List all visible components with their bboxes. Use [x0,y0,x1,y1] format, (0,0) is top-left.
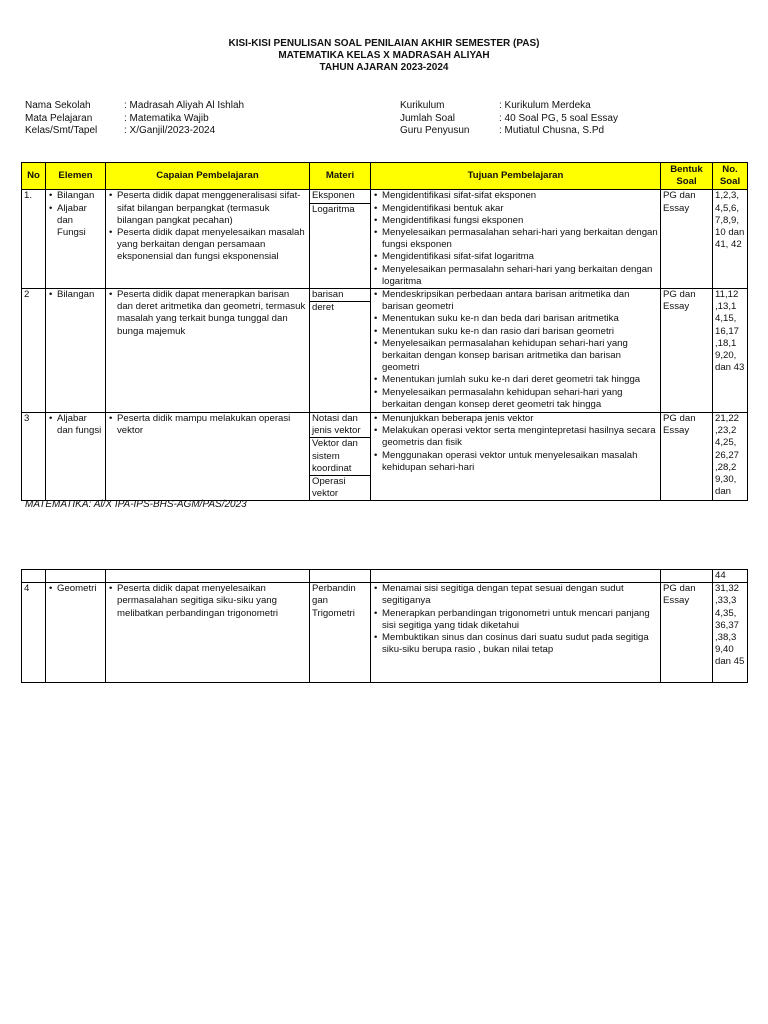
cell-elemen [46,190,106,289]
list-item: • Menentukan suku ke-n dan rasio dari barisan geometri [373,326,658,338]
list-item: • Bilangan [48,289,103,301]
list-item: • Mengidentifikasi sifat-sifat logaritma [373,251,658,263]
list-item: • Peserta didik dapat menggeneralisasi sifat-sifat bilangan berpangkat (termasuk bilangan pangkat pecahan) [108,190,307,227]
cell-tujuan [371,289,661,413]
list-item: • Mendeskripsikan perbedaan antara barisan aritmetika dan barisan geometri [373,289,658,313]
cell-nosoal: 1,2,3, 4,5,6, 7,8,9, 10 dan 41, 42 [713,190,748,289]
list-item: • Aljabar dan fungsi [48,413,103,437]
info-label: Mata Pelajaran [25,112,93,124]
cell-materi [310,413,371,501]
cell-nosoal: 21,22 ,23,2 4,25, 26,27 ,28,2 9,30, dan [713,413,748,501]
materi-item: Notasi dan jenis vektor [310,413,370,438]
list-item: • Geometri [48,583,103,595]
list-item: • Mengidentifikasi fungsi eksponen [373,215,658,227]
col-header-tujuan: Tujuan Pembelajaran [371,163,661,190]
info-label: Jumlah Soal [400,112,456,124]
col-header-elemen: Elemen [46,163,106,190]
kisi-kisi-table-continued [21,569,748,683]
table-row [22,413,748,501]
cell-tujuan [371,190,661,289]
info-value: : Kurikulum Merdeka [499,100,591,111]
cell-nosoal: 31,32 ,33,3 4,35, 36,37 ,38,3 9,40 dan 45 [713,583,748,683]
col-header-capaian: Capaian Pembelajaran [106,163,310,190]
list-item: • Menentukan jumlah suku ke-n dari deret geometri tak hingga [373,374,658,386]
cell-no: 1. [22,190,46,289]
info-value: : Mutiatul Chusna, S.Pd [499,125,605,136]
materi-item: Logaritma [312,203,355,215]
title-line-3: TAHUN AJARAN 2023-2024 [319,62,449,73]
list-item: • Peserta didik dapat menerapkan barisan dan deret aritmetika dan geometri, termasuk masalah yang terkait bunga tunggal dan bunga majemuk [108,289,307,338]
cell-no: 4 [22,583,46,683]
list-item: • Mengidentifikasi sifat-sifat eksponen [373,190,658,202]
materi-item: barisan [310,289,370,302]
kisi-kisi-table [21,162,748,501]
cell-materi [310,190,371,289]
list-item: • Menggunakan operasi vektor untuk menyelesaikan masalah kehidupan sehari-hari [373,450,658,474]
table-row [22,583,748,683]
cell-capaian [106,413,310,501]
cell-bentuk: PG dan Essay [661,583,713,683]
table-row-carryover [22,570,748,583]
info-label: Kelas/Smt/Tapel [25,125,98,136]
document-title [0,38,768,74]
list-item: • Menyelesaikan permasalahan sehari-hari yang berkaitan dengan fungsi eksponen [373,227,658,251]
cell-capaian [106,289,310,413]
list-item: • Peserta didik dapat menyelesaikan permasalahan segitiga siku-siku yang melibatkan perbandingan trigonometri [108,583,307,620]
materi-item: Vektor dan sistem koordinat [310,438,370,476]
list-item: • Aljabar dan Fungsi [48,203,103,240]
cell-materi: Perbandin gan Trigometri [310,583,371,683]
list-item: • Menunjukkan beberapa jenis vektor [373,413,658,425]
cell-no: 3 [22,413,46,501]
info-value: : Matematika Wajib [124,112,209,124]
info-left [25,100,244,138]
table-row [22,289,748,413]
cell-nosoal: 11,12 ,13,1 4,15, 16,17 ,18,1 9,20, dan 43 [713,289,748,413]
title-line-2: MATEMATIKA KELAS X MADRASAH ALIYAH [278,50,490,61]
list-item: • Membuktikan sinus dan cosinus dari suatu sudut pada segitiga siku-siku berupa rasio , bukan nilai tetap [373,632,658,656]
table-header-row [22,163,748,190]
info-value: : Madrasah Aliyah Al Ishlah [124,100,245,111]
list-item: • Menentukan suku ke-n dan beda dari barisan aritmetika [373,313,658,325]
col-header-no: No [22,163,46,190]
cell-materi [310,289,371,413]
cell-bentuk: PG dan Essay [661,413,713,501]
cell-nosoal: 44 [713,570,748,583]
materi-item: Operasi vektor [312,476,346,500]
list-item: • Mengidentifikasi bentuk akar [373,203,658,215]
list-item: • Melakukan operasi vektor serta mengintepretasi hasilnya secara geometris dan fisik [373,425,658,449]
list-item: • Menyelesaikan permasalahn kehidupan sehari-hari yang berkaitan dengan konsep deret geometri tak hingga [373,387,658,411]
info-value: : 40 Soal PG, 5 soal Essay [499,112,618,124]
info-value: : X/Ganjil/2023-2024 [124,125,216,136]
cell-elemen [46,583,106,683]
list-item: • Peserta didik mampu melakukan operasi vektor [108,413,307,437]
list-item: • Bilangan [48,190,103,202]
col-header-nosoal: No. Soal [713,163,748,190]
page-footer: MATEMATIKA: Al/X IPA-IPS-BHS-AGM/PAS/2023 [25,499,247,510]
list-item: • Peserta didik dapat menyelesaikan masalah yang berkaitan dengan persamaan eksponensial dan fungsi eksponensial [108,227,307,264]
materi-item: deret [312,302,334,314]
title-line-1: KISI-KISI PENULISAN SOAL PENILAIAN AKHIR SEMESTER (PAS) [228,38,540,49]
info-right [400,100,618,138]
cell-elemen [46,413,106,501]
cell-no: 2 [22,289,46,413]
materi-item: Eksponen [310,190,370,203]
cell-tujuan [371,413,661,501]
table-row [22,190,748,289]
list-item: • Menerapkan perbandingan trigonometri untuk mencari panjang sisi segitiga yang tidak diketahui [373,608,658,632]
info-label: Kurikulum [400,100,445,111]
col-header-bentuk: Bentuk Soal [661,163,713,190]
list-item: • Menyelesaikan permasalahn sehari-hari yang berkaitan dengan logaritma [373,264,658,288]
cell-tujuan [371,583,661,683]
cell-capaian [106,190,310,289]
list-item: • Menyelesaikan permasalahan kehidupan sehari-hari yang berkaitan dengan konsep barisan aritmetika dan barisan geometri [373,338,658,375]
cell-bentuk: PG dan Essay [661,289,713,413]
col-header-materi: Materi [310,163,371,190]
cell-bentuk: PG dan Essay [661,190,713,289]
cell-elemen [46,289,106,413]
cell-capaian [106,583,310,683]
info-label: Nama Sekolah [25,100,91,111]
info-label: Guru Penyusun [400,125,470,136]
list-item: • Menamai sisi segitiga dengan tepat sesuai dengan sudut segitiganya [373,583,658,607]
